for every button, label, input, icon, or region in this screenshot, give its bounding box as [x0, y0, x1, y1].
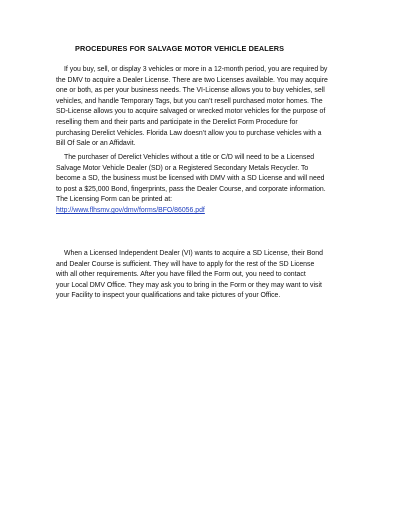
- text-line: with all other requirements. After you have filled the Form out, you need to contact: [56, 271, 306, 279]
- paragraph-dealer-license: [56, 65, 356, 150]
- text-line: reselling them and their parts and participate in the Derelict Form Procedure for: [56, 118, 298, 126]
- document-title: PROCEDURES FOR SALVAGE MOTOR VEHICLE DEALERS: [75, 44, 285, 53]
- text-line: your Local DMV Office. They may ask you to bring in the Form or they may want to visit: [56, 281, 322, 289]
- text-line: one or both, as per your business needs. The VI-License allows you to buy vehicles, sell: [56, 87, 325, 95]
- paragraph-derelict-vehicles: [56, 153, 356, 217]
- text-line: The Licensing Form can be printed at:: [56, 196, 173, 204]
- text-line: the DMV to acquire a Dealer License. There are two Licenses available. You may acquire: [56, 76, 328, 84]
- text-line: The purchaser of Derelict Vehicles without a title or C/D will need to be a Licensed: [64, 154, 315, 161]
- text-line: If you buy, sell, or display 3 vehicles or more in a 12-month period, you are required by: [64, 66, 328, 73]
- text-line: When a Licensed Independent Dealer (VI) wants to acquire a SD License, their Bond: [64, 250, 323, 257]
- text-line: Salvage Motor Vehicle Dealer (SD) or a Registered Secondary Metals Recycler. To: [56, 164, 309, 172]
- text-line: purchasing Derelict Vehicles. Florida Law doesn’t allow you to purchase vehicles with a: [56, 129, 322, 137]
- text-line: become a SD, the business must be licensed with DMV with a SD License and will need: [56, 175, 325, 183]
- text-line: Bill Of Sale or an Affidavit.: [56, 140, 136, 148]
- text-line: vehicles, and handle Temporary Tags, but you can’t resell purchased motor homes. The: [56, 97, 323, 105]
- text-line: to post a $25,000 Bond, fingerprints, pass the Dealer Course, and corporate information.: [56, 185, 326, 193]
- paragraph-independent-dealer: [56, 249, 356, 302]
- text-line: SD-License allows you to acquire salvaged or wrecked motor vehicles for the purpose of: [56, 108, 326, 116]
- text-line: your Facility to inspect your qualifications and take pictures of your Office.: [56, 292, 281, 300]
- text-line: and Dealer Course is sufficient. They will have to apply for the rest of the SD License: [56, 260, 315, 268]
- link-line: [56, 206, 356, 217]
- licensing-form-link[interactable]: http://www.flhsmv.gov/dmv/forms/BFO/86056.pdf: [56, 206, 205, 214]
